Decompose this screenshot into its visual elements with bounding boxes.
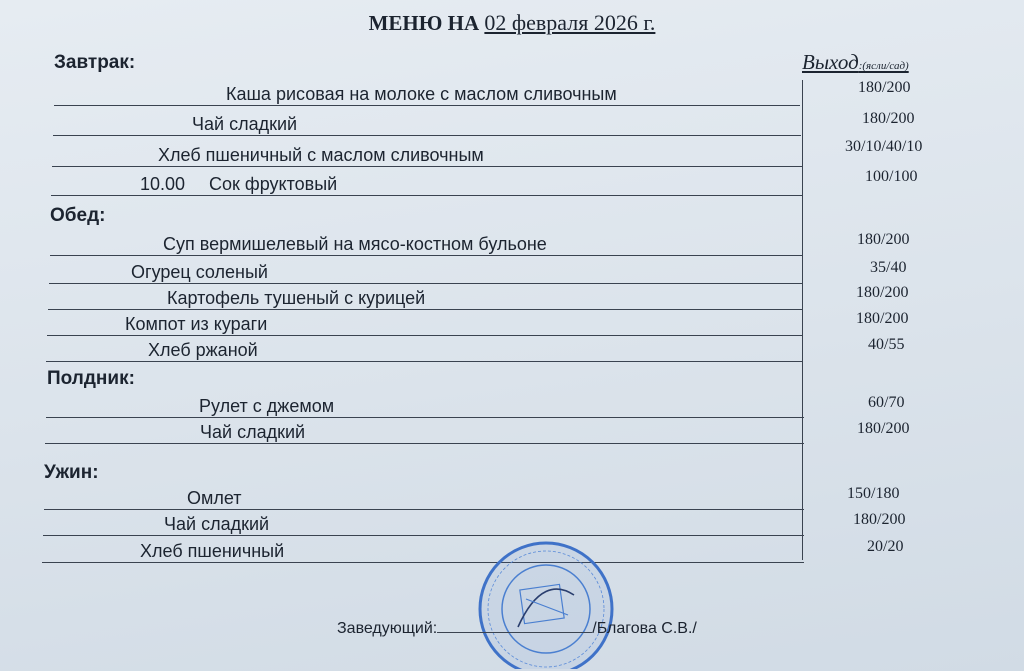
dish-name: Рулет с джемом <box>199 396 335 416</box>
dish-yield: 60/70 <box>868 394 905 411</box>
table-row <box>50 230 802 256</box>
table-row <box>52 141 802 167</box>
dish-yield: 100/100 <box>865 168 918 185</box>
yield-label: Выход <box>802 50 859 74</box>
round-seal-stamp <box>456 534 636 669</box>
title-prefix: МЕНЮ НА <box>368 11 480 35</box>
dish-yield: 30/10/40/10 <box>845 138 923 155</box>
table-row <box>46 336 803 362</box>
table-row <box>47 310 803 336</box>
dish-yield: 20/20 <box>867 538 904 555</box>
table-row <box>44 484 804 510</box>
section-lunch: Обед: <box>50 205 106 226</box>
dish-name: Картофель тушеный с курицей <box>167 288 426 308</box>
table-row <box>46 392 804 418</box>
row-rule <box>45 443 804 444</box>
table-row <box>45 418 804 444</box>
dish-yield: 180/200 <box>858 79 911 96</box>
dish-name: Сок фруктовый <box>209 174 338 194</box>
signature-role: Заведующий: <box>337 620 438 637</box>
section-breakfast: Завтрак: <box>54 52 136 73</box>
yield-sublabel: :(ясли/сад) <box>858 60 909 72</box>
dish-name: Чай сладкий <box>192 114 298 134</box>
signature-blank <box>437 618 592 633</box>
table-row <box>51 170 803 196</box>
page-title <box>0 10 1024 36</box>
dish-yield: 35/40 <box>870 259 907 276</box>
row-rule <box>46 361 803 362</box>
table-row <box>53 110 801 136</box>
yield-column-header <box>802 50 909 75</box>
serving-time: 10.00 <box>140 174 186 194</box>
row-rule <box>53 135 801 136</box>
dish-name: Хлеб ржаной <box>148 340 258 360</box>
dish-name: Огурец соленый <box>131 262 268 282</box>
row-rule <box>43 535 804 536</box>
dish-yield: 150/180 <box>847 485 900 502</box>
dish-name: Чай сладкий <box>200 422 306 442</box>
dish-name: Омлет <box>187 488 242 508</box>
row-rule <box>54 105 800 106</box>
dish-yield: 180/200 <box>853 511 906 528</box>
dish-name: Чай сладкий <box>164 514 270 534</box>
section-dinner: Ужин: <box>44 462 99 483</box>
row-rule <box>42 562 804 563</box>
row-rule <box>51 195 803 196</box>
row-rule <box>52 166 802 167</box>
dish-yield: 40/55 <box>868 336 905 353</box>
table-row <box>43 510 804 536</box>
dish-yield: 180/200 <box>857 231 910 248</box>
dish-yield: 180/200 <box>862 110 915 127</box>
title-date: 02 февраля 2026 г. <box>484 10 656 35</box>
section-snack: Полдник: <box>47 368 135 389</box>
dish-name: Каша рисовая на молоке с маслом сливочным <box>226 84 617 104</box>
dish-name: Суп вермишелевый на мясо-костном бульоне <box>163 234 547 254</box>
dish-name: Хлеб пшеничный <box>140 541 285 561</box>
signature-person: /Благова С.В./ <box>592 620 697 637</box>
dish-name: Компот из кураги <box>125 314 268 334</box>
table-row <box>42 537 804 563</box>
dish-yield: 180/200 <box>856 284 909 301</box>
table-row <box>48 284 803 310</box>
row-rule <box>50 255 802 256</box>
dish-yield: 180/200 <box>857 420 910 437</box>
dish-yield: 180/200 <box>856 310 909 327</box>
signature-line <box>337 618 697 638</box>
dish-name: Хлеб пшеничный с маслом сливочным <box>158 145 484 165</box>
table-row <box>54 80 800 106</box>
table-row <box>49 258 803 284</box>
